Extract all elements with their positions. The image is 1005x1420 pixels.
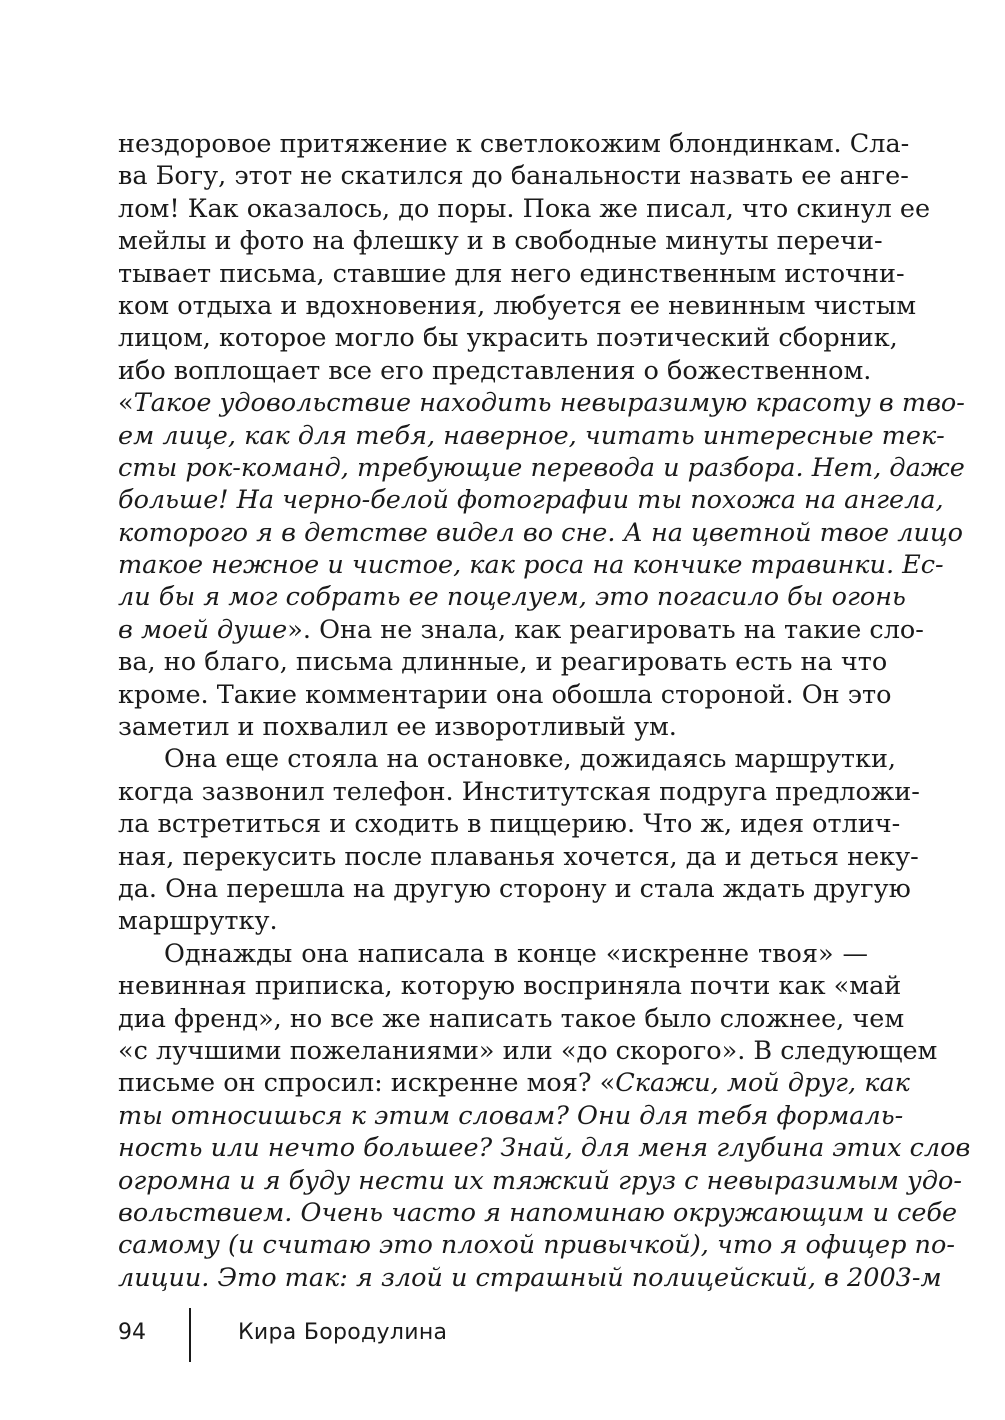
- text-line: [118, 484, 944, 516]
- text-segment: мейлы и фото на флешку и в свободные минуты перечи-: [118, 226, 883, 257]
- text-line: [118, 517, 964, 549]
- text-segment: письме он спросил: искренне моя? «: [118, 1068, 616, 1099]
- text-line: [118, 614, 924, 646]
- text-line: [118, 970, 902, 1002]
- text-line: [118, 258, 905, 290]
- text-line: [118, 743, 897, 775]
- italic-segment: огромна и я буду нести их тяжкий груз с невыразимым удо-: [118, 1165, 962, 1196]
- text-line: [118, 808, 901, 840]
- text-line: [118, 776, 920, 808]
- text-segment: лом! Как оказалось, до поры. Пока же писал, что скинул ее: [118, 193, 931, 224]
- text-segment: когда зазвонил телефон. Институтская подруга предложи-: [118, 776, 920, 807]
- italic-segment: ли бы я мог собрать ее поцелуем, это погасило бы огонь: [118, 582, 906, 613]
- text-segment: да. Она перешла на другую сторону и стала ждать другую: [118, 873, 911, 904]
- text-line: [118, 1035, 938, 1067]
- italic-segment: ность или нечто большее? Знай, для меня глубина этих слов: [118, 1133, 971, 1164]
- text-line: [118, 420, 945, 452]
- italic-segment: ем лице, как для тебя, наверное, читать интересные тек-: [118, 420, 945, 451]
- italic-segment: вольствием. Очень часто я напоминаю окружающим и себе: [118, 1197, 958, 1228]
- text-line: [118, 1003, 905, 1035]
- text-line: [118, 290, 917, 322]
- text-segment: ла встретиться и сходить в пиццерию. Что ж, идея отлич-: [118, 809, 901, 840]
- text-segment: ибо воплощает все его представления о божественном.: [118, 355, 872, 386]
- body-text: [118, 128, 971, 1294]
- italic-segment: самому (и считаю это плохой привычкой), что я офицер по-: [118, 1230, 955, 1261]
- italic-segment: сты рок-команд, требующие перевода и разбора. Нет, даже: [118, 452, 965, 483]
- text-segment: ная, перекусить после плаванья хочется, да и деться неку-: [118, 841, 919, 872]
- text-segment: ва, но благо, письма длинные, и реагировать есть на что: [118, 647, 888, 678]
- text-line: [118, 1262, 942, 1294]
- text-line: [118, 322, 898, 354]
- italic-segment: в моей душе: [118, 614, 288, 645]
- text-line: [118, 1132, 971, 1164]
- footer-divider: [189, 1308, 191, 1362]
- text-line: [118, 225, 883, 257]
- text-segment: Она еще стояла на остановке, дожидаясь маршрутки,: [164, 744, 897, 775]
- text-segment: ». Она не знала, как реагировать на такие сло-: [287, 614, 924, 645]
- text-line: [118, 193, 931, 225]
- text-line: [118, 355, 872, 387]
- italic-segment: которого я в детстве видел во сне. А на цветной твое лицо: [118, 517, 964, 548]
- text-segment: диа френд», но все же написать такое было сложнее, чем: [118, 1003, 905, 1034]
- text-line: [118, 1100, 904, 1132]
- text-segment: тывает письма, ставшие для него единственным источни-: [118, 258, 905, 289]
- page-footer: [0, 1300, 1005, 1370]
- text-segment: заметил и похвалил ее изворотливый ум.: [118, 712, 677, 743]
- running-head-author: Кира Бородулина: [238, 1320, 448, 1345]
- text-line: [118, 646, 888, 678]
- text-line: [118, 160, 909, 192]
- text-segment: кроме. Такие комментарии она обошла стороной. Он это: [118, 679, 892, 710]
- text-line: [118, 387, 965, 419]
- text-line: [118, 1197, 958, 1229]
- italic-segment: такое нежное и чистое, как роса на кончике травинки. Ес-: [118, 550, 944, 581]
- text-segment: Однажды она написала в конце «искренне твоя» —: [164, 938, 868, 969]
- text-line: [118, 1229, 955, 1261]
- text-line: [118, 1067, 910, 1099]
- text-segment: нездоровое притяжение к светлокожим блондинкам. Сла-: [118, 129, 910, 159]
- text-segment: «: [118, 388, 134, 419]
- text-segment: лицом, которое могло бы украсить поэтический сборник,: [118, 323, 898, 354]
- text-segment: маршрутку.: [118, 906, 278, 937]
- italic-segment: лиции. Это так: я злой и страшный полицейский, в 2003-м: [118, 1262, 942, 1293]
- text-line: [118, 452, 965, 484]
- text-line: [118, 679, 892, 711]
- page-number: 94: [118, 1320, 146, 1345]
- text-line: [118, 549, 944, 581]
- italic-segment: Такое удовольствие находить невыразимую красоту в тво-: [133, 388, 965, 419]
- text-segment: невинная приписка, которую восприняла почти как «май: [118, 971, 902, 1002]
- text-line: [118, 841, 919, 873]
- italic-segment: Скажи, мой друг, как: [615, 1068, 910, 1099]
- text-line: [118, 938, 868, 970]
- text-segment: ком отдыха и вдохновения, любуется ее невинным чистым: [118, 290, 917, 321]
- text-line: [118, 128, 910, 160]
- text-line: [118, 873, 911, 905]
- text-line: [118, 905, 868, 937]
- text-line: [118, 1165, 962, 1197]
- text-line: [118, 581, 906, 613]
- text-segment: ва Богу, этот не скатился до банальности назвать ее анге-: [118, 161, 909, 192]
- text-segment: «с лучшими пожеланиями» или «до скорого». В следующем: [118, 1035, 938, 1066]
- italic-segment: ты относишься к этим словам? Они для тебя формаль-: [118, 1100, 904, 1131]
- text-line: [118, 711, 868, 743]
- italic-segment: больше! На черно-белой фотографии ты похожа на ангела,: [118, 485, 944, 516]
